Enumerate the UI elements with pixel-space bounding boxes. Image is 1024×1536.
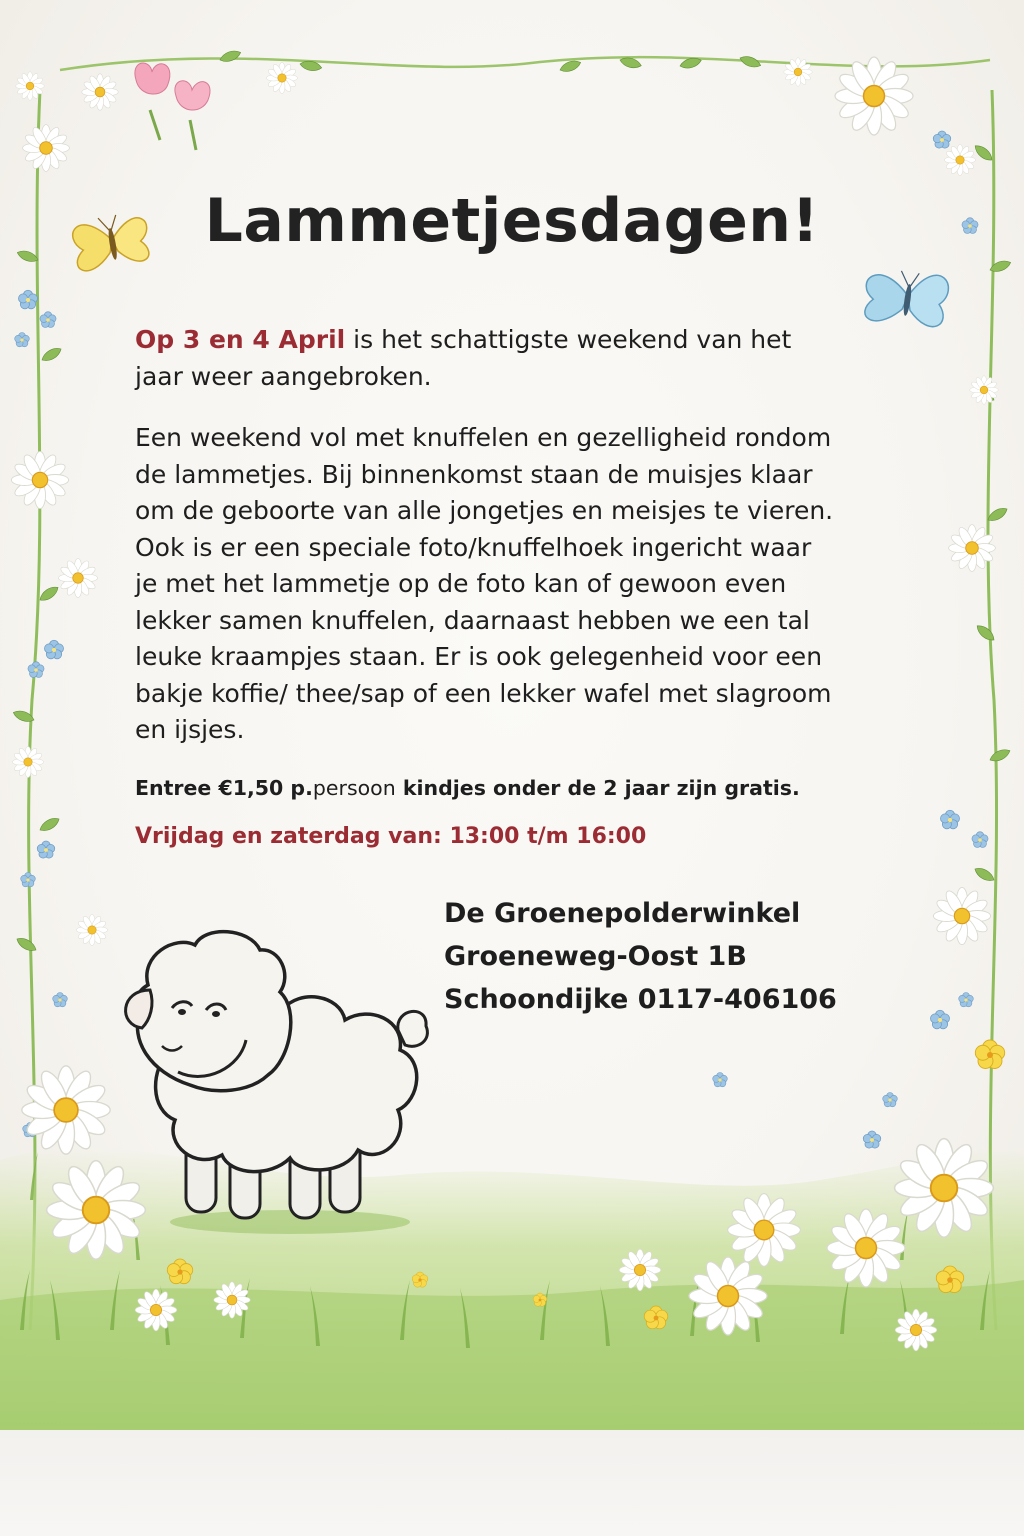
- entry-price-amount: Entree €1,50 p.: [135, 776, 313, 800]
- shop-city-phone: Schoondijke 0117-406106: [444, 984, 837, 1015]
- description-line: Een weekend vol met knuffelen en gezelligheid rondom: [135, 423, 832, 452]
- description-line: Ook is er een speciale foto/knuffelhoek ingericht waar: [135, 532, 812, 562]
- shop-name: De Groenepolderwinkel: [444, 898, 801, 929]
- description-line: bakje koffie/ thee/sap of een lekker wafel met slagroom: [135, 678, 832, 708]
- description-line: de lammetjes. Bij binnenkomst staan de muisjes klaar: [135, 459, 813, 489]
- entry-price: [135, 776, 915, 800]
- description-line: leuke kraampjes staan. Er is ook gelegenheid voor een: [135, 642, 823, 671]
- description-paragraph: [135, 420, 905, 749]
- event-dates: Op 3 en 4 April: [135, 325, 346, 354]
- tulip-icon: [135, 63, 210, 150]
- intro-paragraph: [135, 322, 905, 395]
- description-line: en ijsjes.: [135, 715, 245, 744]
- address-block: [444, 892, 924, 1021]
- opening-hours: Vrijdag en zaterdag van: 13:00 t/m 16:00: [135, 824, 647, 849]
- entry-price-unit: persoon: [312, 776, 396, 800]
- description-line: om de geboorte van alle jongetjes en meisjes te vieren.: [135, 496, 834, 525]
- shop-street: Groeneweg-Oost 1B: [444, 941, 747, 972]
- description-line: lekker samen knuffelen, daarnaast hebben we een tal: [135, 605, 810, 635]
- intro-text-line2: jaar weer aangebroken.: [135, 361, 432, 391]
- poster-title: Lammetjesdagen!: [204, 186, 820, 256]
- description-line: je met het lammetje op de foto kan of gewoon even: [135, 569, 787, 598]
- entry-free-note: kindjes onder de 2 jaar zijn gratis.: [395, 776, 800, 800]
- intro-text-line1: is het schattigste weekend van het: [345, 325, 792, 354]
- butterfly-blue-icon: [862, 266, 951, 331]
